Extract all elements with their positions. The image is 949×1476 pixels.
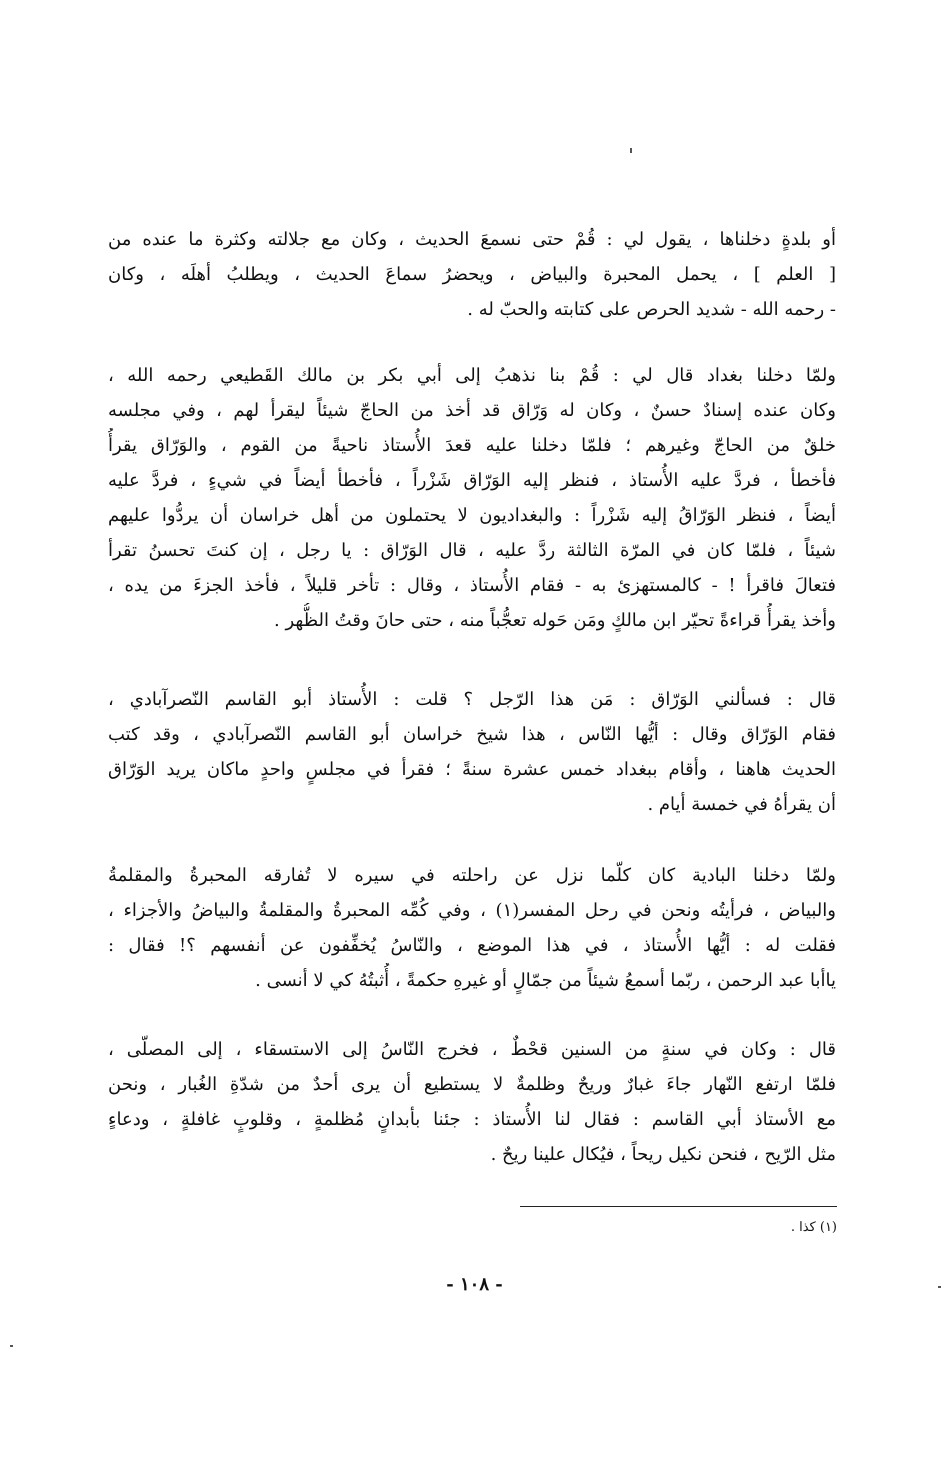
text-line: قال : وكان في سنةٍ من السنين قحْطٌ ، فخرج النّاسُ إلى الاستسقاء ، إلى المصلّى ، [108,1039,836,1060]
text-line: أيضاً ، فنظر الوَرّاقُ إليه شَزْراً : والبغداديون لا يحتملون من أهل خراسان أن يردُّوا عليهم [108,505,836,526]
text-line: فلمّا ارتفع النّهار جاءَ غبارٌ وريحٌ وظلمةٌ لا يستطيع أن يرى أحدٌ من شدّةِ الغُبار ، ونحن [108,1074,836,1095]
page-number: - ١٠٨ - [446,1274,503,1295]
text-line: فأخطأ ، فردَّ عليه الأُستاذ ، فنظر إليه الوَرّاق شَزْراً ، فأخطأ أيضاً في شيءٍ ، فردَّ عليه [108,470,836,491]
footnote: (١) كذا . [790,1220,837,1235]
text-line: أو بلدةٍ دخلناها ، يقول لي : قُمْ حتى نسمعَ الحديث ، وكان مع جلالته وكثرة ما عنده من [108,229,836,250]
paragraph-1 [108,222,836,327]
text-line: قال : فسألني الوَرّاق : مَن هذا الرّجل ؟ قلت : الأُستاذ أبو القاسم النّصرآبادي ، [108,689,836,710]
text-line: فقلت له : أيُّها الأُستاذ ، في هذا الموضع ، والنّاسُ يُخفِّفون عن أنفسهم ؟! فقال : [108,935,836,956]
text-line: - رحمه الله - شديد الحرص على كتابته والحبّ له . [467,299,836,320]
footnote-divider [520,1206,837,1207]
text-line: والبياض ، فرأيتُه ونحن في رحل المفسر(١) ، وفي كُمِّه المحبرةُ والمقلمةُ والبياضُ والأجزاء ، [108,900,836,921]
text-line: مع الأستاذ أبي القاسم : فقال لنا الأُستاذ : جئنا بأبدانٍ مُظلمةٍ ، وقلوبٍ غافلةٍ ، ودعاءٍ [108,1109,836,1130]
text-line: أن يقرأهُ في خمسة أيام . [647,794,836,815]
text-line: خلقٌ من الحاجّ وغيرهم ؛ فلمّا دخلنا عليه قعدَ الأُستاذ ناحيةً من القوم ، والوَرّاق يقرأُ [108,435,836,456]
paragraph-4 [108,858,836,998]
text-line: [ العلم ] ، يحمل المحبرة والبياض ، ويحضرُ سماعَ الحديث ، ويطلبُ أهلَه ، وكان [108,264,836,285]
text-line: مثل الرّيح ، فنحن نكيل ريحاً ، فيُكال علينا ريحٌ . [490,1144,836,1165]
text-line: وكان عنده إسنادٌ حسنٌ ، وكان له وَرّاق قد أخذ من الحاجّ شيئاً ليقرأ لهم ، وفي مجلسه [108,400,836,421]
text-line: ياأبا عبد الرحمن ، ربّما أسمعُ شيئاً من جمّالٍ أو غيرهِ حكمةً ، أُثبتُهُ كي لا أنسى . [255,970,836,991]
text-line: وأخذ يقرأُ قراءةً تحيّر ابن مالكٍ ومَن حَوله تعجُّباً منه ، حتى حانَ وقتُ الظُّهر . [274,610,836,631]
paragraph-2 [108,358,836,638]
text-line: ولمّا دخلنا البادية كان كلّما نزل عن راحلته في سيره لا تُفارقه المحبرةُ والمقلمةُ [108,865,836,886]
text-line: شيئاً ، فلمّا كان في المرّة الثالثة ردَّ عليه ، قال الوَرّاق : يا رجل ، إن كنتَ تحسنُ تقرأ [108,540,836,561]
paragraph-5 [108,1032,836,1172]
text-line: فقام الوَرّاق وقال : أيُّها النّاس ، هذا شيخ خراسان أبو القاسم النّصرآبادي ، وقد كتب [108,724,836,745]
text-line: ولمّا دخلنا بغداد قال لي : قُمْ بنا نذهبُ إلى أبي بكر بن مالك القَطيعي رحمه الله ، [108,365,836,386]
scan-speck [10,1345,13,1347]
scan-speck [938,1286,941,1288]
text-line: الحديث هاهنا ، وأقام ببغداد خمس عشرة سنةً ؛ فقرأ في مجلسٍ واحدٍ ماكان يريد الوَرّاق [108,759,836,780]
paragraph-3 [108,682,836,822]
text-line: فتعالَ فاقرأ ! - كالمستهزئ به - فقام الأُستاذ ، وقال : تأخر قليلاً ، فأخذ الجزءَ من يده ، [108,575,836,596]
scan-speck [630,148,632,153]
